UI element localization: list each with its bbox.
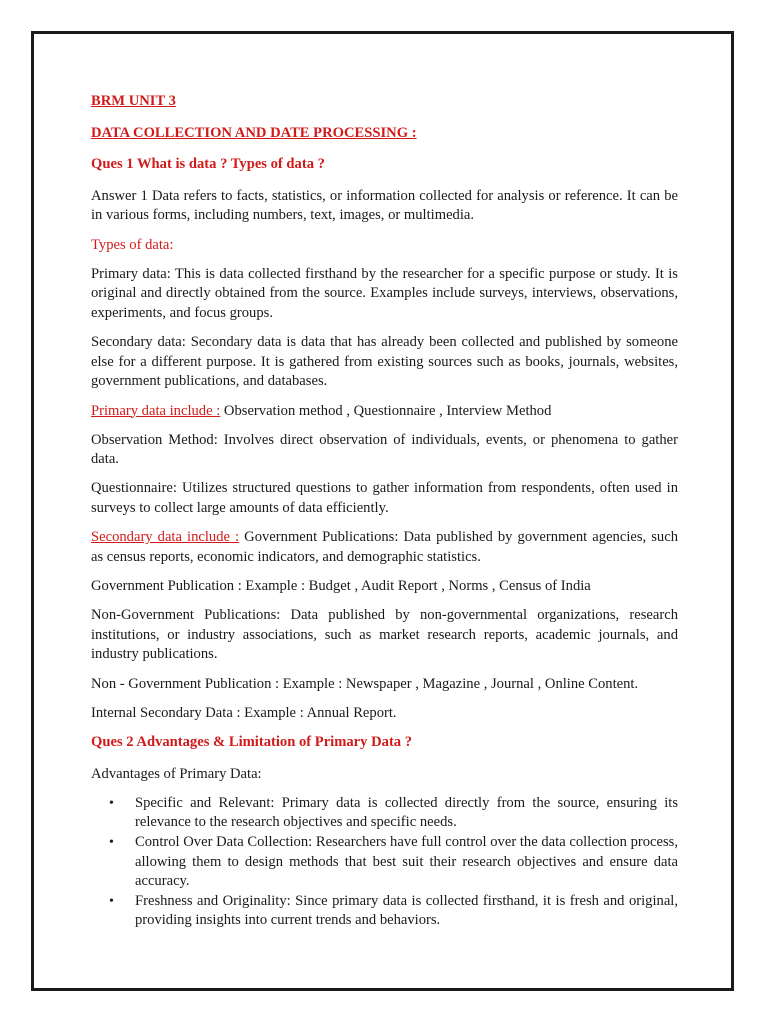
secondary-include-text: Government Publications: Data published by government agencies, such as census reports, economic indicators, and demographic statistics. [91, 529, 678, 565]
question-2-heading: Ques 2 Advantages & Limitation of Primary Data ? [91, 733, 413, 750]
primary-include-paragraph [91, 402, 678, 422]
answer-1-paragraph: Answer 1 Data refers to facts, statistics, or information collected for analysis or reference. It can be in various forms, including numbers, text, images, or multimedia. [91, 187, 678, 224]
unit-title: BRM UNIT 3 [91, 93, 176, 109]
advantages-list [91, 794, 678, 931]
non-government-publications-paragraph: Non-Government Publications: Data published by non-governmental organizations, research institutions, or industry associations, such as market research reports, academic journals, and industry publications. [91, 607, 678, 663]
questionnaire-paragraph: Questionnaire: Utilizes structured questions to gather information from respondents, often used in surveys to collect large amounts of data efficiently. [91, 480, 678, 517]
primary-data-definition: Primary data: This is data collected firsthand by the researcher for a specific purpose or study. It is original and directly obtained from the source. Examples include surveys, interviews, observations, experiments, and focus groups. [91, 265, 678, 321]
primary-include-label: Primary data include : [91, 402, 221, 419]
types-of-data-label: Types of data: [91, 236, 174, 253]
non-government-publication-example: Non - Government Publication : Example : Newspaper , Magazine , Journal , Online Content. [91, 675, 639, 692]
advantages-label: Advantages of Primary Data: [91, 765, 262, 782]
list-item-text: Control Over Data Collection: Researchers have full control over the data collection process, allowing them to design methods that best suit their research objectives and ensure data accuracy. [135, 833, 678, 890]
primary-include-text: Observation method , Questionnaire , Interview Method [220, 402, 552, 419]
section-title: DATA COLLECTION AND DATE PROCESSING : [91, 124, 417, 141]
list-item [109, 833, 678, 892]
government-publication-example: Government Publication : Example : Budget , Audit Report , Norms , Census of India [91, 578, 591, 595]
secondary-include-paragraph [91, 528, 678, 567]
list-item [109, 794, 678, 833]
list-item-text: Specific and Relevant: Primary data is collected directly from the source, ensuring its relevance to the research objectives and specific needs. [135, 794, 678, 831]
bullet-icon: • [109, 834, 114, 850]
list-item [109, 892, 678, 931]
secondary-data-definition: Secondary data: Secondary data is data that has already been collected and published by someone else for a different purpose. It is gathered from existing sources such as books, journals, websites, government publications, and databases. [91, 334, 678, 390]
document-body [91, 84, 678, 931]
list-item-text: Freshness and Originality: Since primary data is collected firsthand, it is fresh and original, providing insights into current trends and behaviors. [135, 892, 678, 929]
question-1-heading: Ques 1 What is data ? Types of data ? [91, 156, 325, 173]
observation-method-paragraph: Observation Method: Involves direct observation of individuals, events, or phenomena to gather data. [91, 431, 678, 468]
bullet-icon: • [109, 893, 114, 909]
secondary-include-label: Secondary data include : [91, 529, 240, 546]
bullet-icon: • [109, 795, 114, 811]
internal-secondary-data: Internal Secondary Data : Example : Annual Report. [91, 704, 397, 721]
